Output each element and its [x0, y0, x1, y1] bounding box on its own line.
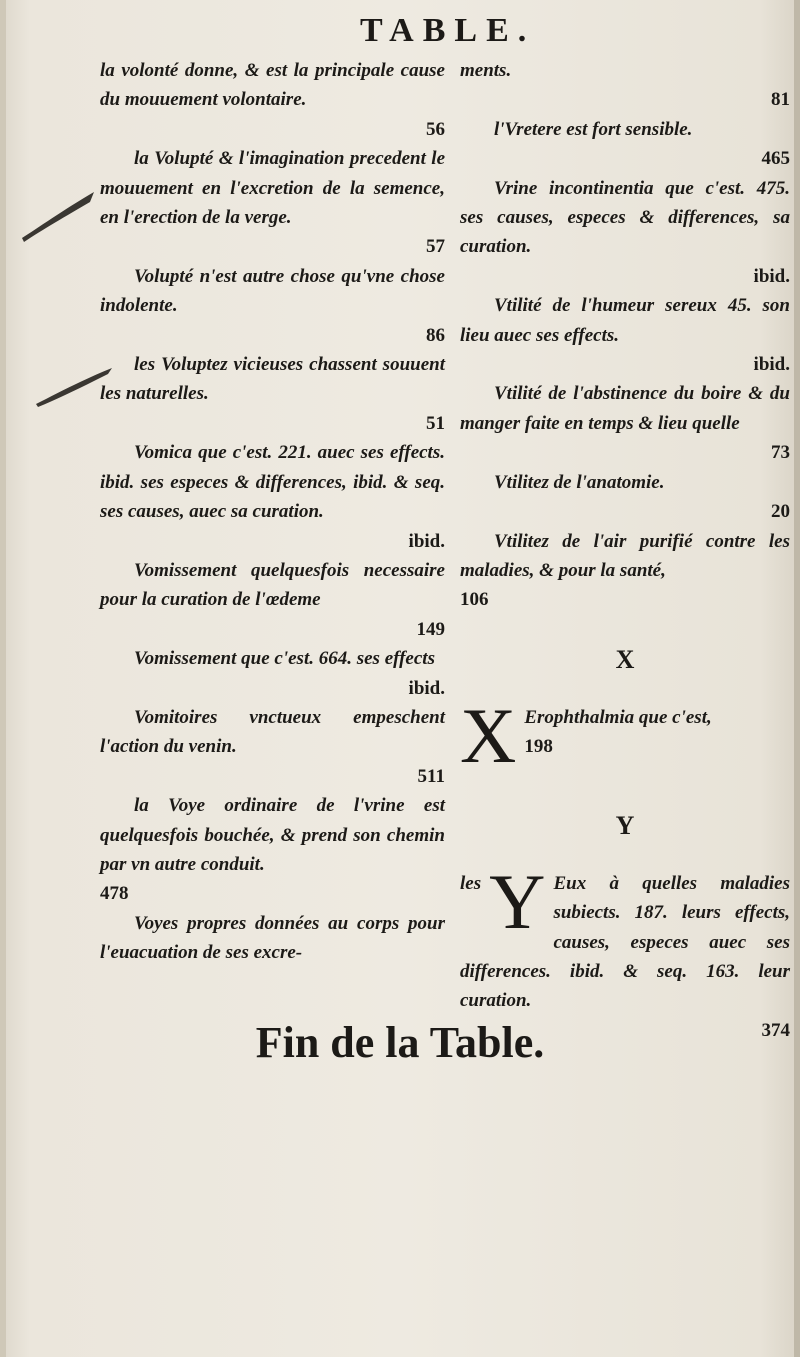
entry-text: Vomissement que c'est. 664. ses effects [134, 648, 435, 670]
section-heading-x: X [615, 644, 635, 674]
entry-page: ibid. [408, 530, 445, 552]
drop-cap-y: Y [489, 857, 546, 945]
entry-text: l'Vretere est fort sensible. [494, 118, 693, 140]
left-page-edge [0, 0, 6, 1357]
entry-page: 51 [426, 412, 445, 434]
margin-pen-mark-1 [18, 188, 98, 244]
entry-page: 478 [100, 883, 129, 905]
index-entry [100, 56, 445, 144]
entry-page: 73 [771, 442, 790, 464]
index-entry [100, 350, 445, 438]
right-entries [460, 56, 790, 615]
entry-page: 511 [417, 765, 445, 787]
entry-page: 86 [426, 324, 445, 346]
entry-text: Vtilité de l'humeur sereux 45. son lieu auec ses effects. [460, 295, 790, 346]
end-of-table-text: Fin de la Table. [255, 1018, 545, 1067]
entry-page: 465 [761, 148, 790, 170]
entry-page: 374 [761, 1019, 790, 1041]
index-entry [100, 791, 445, 909]
index-entry [100, 703, 445, 791]
index-entry [460, 291, 790, 379]
entry-text: Vrine incontinentia que c'est. 475. ses causes, especes & differences, sa curation. [460, 177, 790, 258]
right-page-edge [794, 0, 800, 1357]
entry-page: 20 [771, 501, 790, 523]
index-entry [460, 468, 790, 527]
index-entry [460, 379, 790, 467]
entry-text: Eux à quelles maladies subiects. 187. leurs effects, causes, especes auec ses differences. ibid. & seq. 163. leur curation. [460, 872, 790, 1012]
entry-text: Volupté n'est autre chose qu'vne chose indolente. [100, 265, 445, 317]
entry-text: Erophthalmia que c'est, [524, 706, 712, 728]
entry-text: Voyes propres données au corps pour l'euacuation de ses excre- [100, 912, 445, 964]
entry-text: Vomica que c'est. 221. auec ses effects. ibid. ses especes & differences, ibid. & seq. ses causes, auec sa curation. [100, 442, 445, 523]
entry-text: la volonté donne, & est la principale cause du mouuement volontaire. [100, 60, 445, 111]
index-column-right [460, 56, 790, 1045]
entry-page: ibid. [753, 265, 790, 287]
index-entry [100, 438, 445, 556]
section-heading-y: Y [615, 810, 635, 840]
entry-page: 198 [524, 736, 553, 758]
entry-text: la Volupté & l'imagination precedent le mouuement en l'excretion de la semence, en l'erection de la verge. [100, 148, 445, 229]
entry-page: 106 [460, 589, 489, 611]
index-entry [100, 144, 445, 262]
entry-text: Vomissement quelquesfois necessaire pour la curation de l'œdeme [100, 559, 445, 611]
entry-text: la Voye ordinaire de l'vrine est quelquesfois bouchée, & prend son chemin par vn autre conduit. [100, 795, 445, 875]
index-column-left [100, 56, 445, 968]
index-entry [460, 115, 790, 174]
index-entry [100, 909, 445, 968]
entry-text: Vtilité de l'abstinence du boire & du manger faite en temps & lieu quelle [460, 383, 790, 434]
index-entry [460, 527, 790, 615]
index-entry [100, 262, 445, 350]
entry-text: ments. [460, 60, 512, 81]
index-entry [100, 556, 445, 644]
entry-text: Vtilitez de l'air purifié contre les maladies, & pour la santé, [460, 530, 790, 581]
entry-page: ibid. [408, 677, 445, 699]
entry-page: 57 [426, 236, 445, 258]
index-entry [460, 174, 790, 292]
entry-text: Vtilitez de l'anatomie. [494, 471, 665, 493]
entry-page: 149 [416, 618, 445, 640]
index-entry [100, 644, 445, 703]
entry-page: 81 [771, 89, 790, 111]
entry-text: Vomitoires vnctueux empeschent l'action du venin. [100, 706, 445, 758]
page-title: TABLE. [360, 12, 536, 49]
index-entry-x [460, 691, 790, 779]
entry-page: 56 [426, 118, 445, 140]
index-entry [460, 56, 790, 115]
drop-cap-x: X [460, 691, 517, 779]
entry-lead: les [460, 872, 482, 894]
entry-text: les Voluptez vicieuses chassent souuent les naturelles. [100, 354, 445, 405]
entry-page: ibid. [753, 354, 790, 376]
